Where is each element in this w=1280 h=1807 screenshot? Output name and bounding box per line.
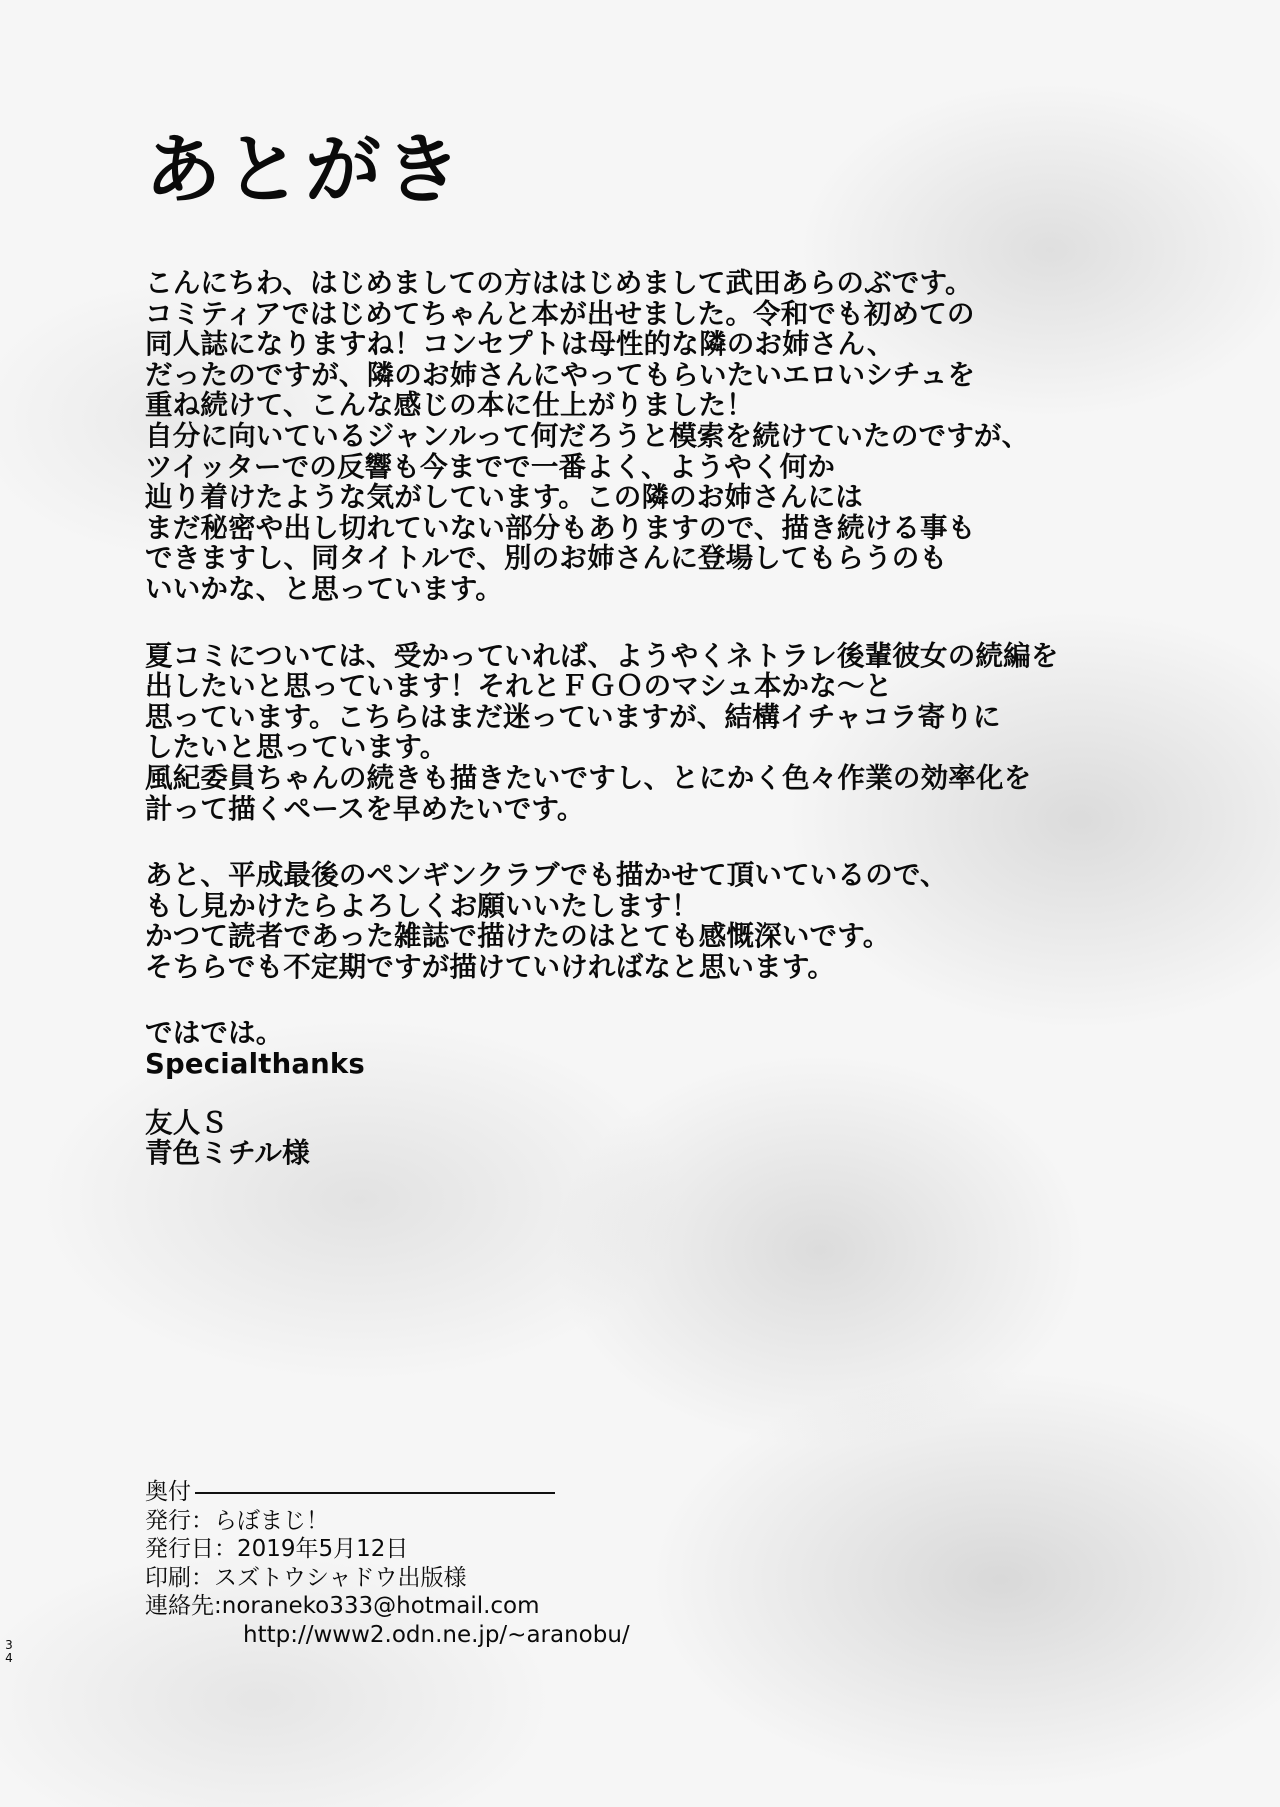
colophon-heading-row: [145, 1478, 630, 1507]
text-line: 思っています。こちらはまだ迷っていますが、結構イチャコラ寄りに: [145, 700, 1001, 733]
page-number-digit: 3: [5, 1638, 13, 1652]
paragraph-spacer: [145, 1080, 1225, 1108]
text-line: 計って描くペースを早めたいです。: [145, 792, 585, 825]
page-number: [4, 1639, 14, 1665]
text-line: Specialthanks: [145, 1048, 365, 1081]
text-line: だったのですが、隣のお姉さんにやってもらいたいエロいシチュを: [145, 358, 976, 391]
colophon-contact: 連絡先:noraneko333@hotmail.com: [145, 1593, 540, 1619]
text-line: そちらでも不定期ですが描けていければなと思います。: [145, 950, 836, 983]
text-line: 重ね続けて、こんな感じの本に仕上がりました！: [145, 389, 754, 422]
paragraph-magazine: [145, 860, 1225, 982]
paragraph-plans: [145, 641, 1225, 825]
afterword-body: [145, 268, 1225, 1169]
text-line: 同人誌になりますね！コンセプトは母性的な隣のお姉さん、: [145, 328, 895, 361]
text-line: ツイッターでの反響も今までで一番よく、ようやく何か: [145, 450, 836, 483]
colophon-heading: 奥付: [145, 1479, 191, 1505]
text-line: 辿り着けたような気がしています。この隣のお姉さんには: [145, 481, 863, 514]
colophon-url: http://www2.odn.ne.jp/~aranobu/: [243, 1621, 630, 1648]
text-line: あと、平成最後のペンギンクラブでも描かせて頂いているので、: [145, 859, 948, 892]
text-line: もし見かけたらよろしくお願いいたします！: [145, 889, 699, 922]
text-line: 友人Ｓ: [145, 1106, 229, 1139]
text-line: こんにちわ、はじめましての方ははじめまして武田あらのぶです。: [145, 267, 973, 299]
text-line: 出したいと思っています！それとＦＧＯのマシュ本かな〜と: [145, 670, 893, 703]
paragraph-spacer: [145, 824, 1225, 860]
colophon-date: 発行日：2019年5月12日: [145, 1536, 409, 1562]
text-line: 夏コミについては、受かっていれば、ようやくネトラレ後輩彼女の続編を: [145, 639, 1059, 672]
text-line: したいと思っています。: [145, 731, 448, 764]
text-line: 自分に向いているジャンルって何だろうと模索を続けていたのですが、: [145, 419, 1030, 452]
paragraph-spacer: [145, 982, 1225, 1018]
colophon: [145, 1478, 630, 1649]
text-line: いいかな、と思っています。: [145, 572, 503, 605]
paragraph-spacer: [145, 605, 1225, 641]
page-title: あとがき: [145, 125, 465, 214]
text-line: できますし、同タイトルで、別のお姉さんに登場してもらうのも: [145, 542, 948, 575]
paragraph-thanks: [145, 1108, 1225, 1169]
colophon-printer: 印刷：スズトウシャドウ出版様: [145, 1564, 467, 1591]
text-line: ではでは。: [145, 1017, 284, 1050]
text-line: コミティアではじめてちゃんと本が出せました。令和でも初めての: [145, 297, 975, 330]
text-line: 風紀委員ちゃんの続きも描きたいですし、とにかく色々作業の効率化を: [145, 761, 1032, 794]
text-line: 青色ミチル様: [145, 1137, 310, 1170]
page-number-digit: 4: [5, 1651, 13, 1665]
colophon-rule: [195, 1492, 555, 1494]
colophon-publisher: 発行：らぼまじ！: [145, 1507, 329, 1534]
paragraph-closing: [145, 1018, 1225, 1079]
paragraph-greeting: [145, 268, 1225, 605]
text-line: まだ秘密や出し切れていない部分もありますので、描き続ける事も: [145, 511, 976, 544]
text-line: かつて読者であった雑誌で描けたのはとても感慨深いです。: [145, 920, 891, 953]
